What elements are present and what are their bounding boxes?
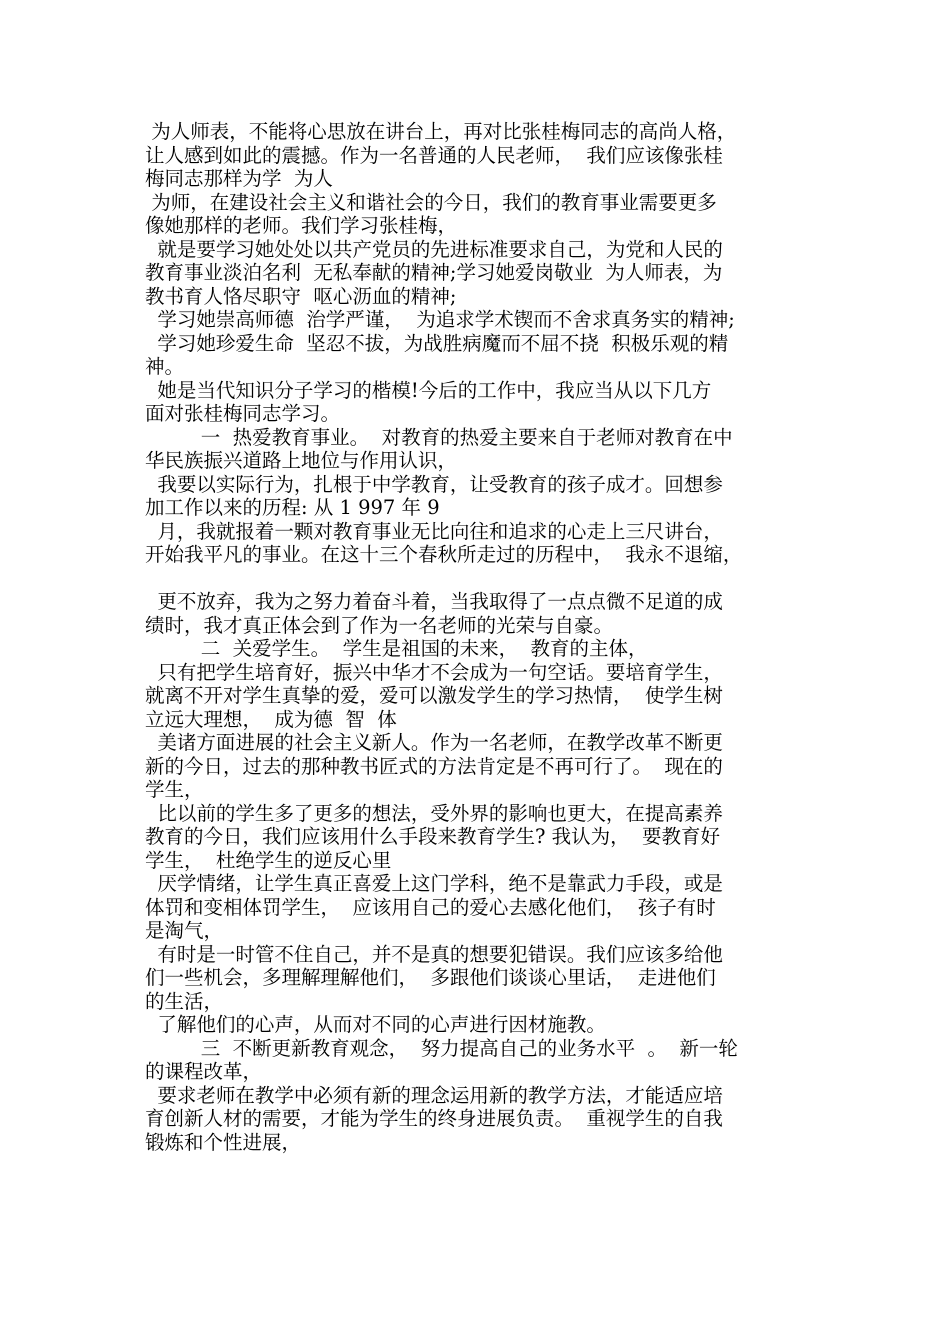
text-line: 教育事业淡泊名利 无私奉献的精神;学习她爱岗敬业 为人师表，为	[145, 261, 723, 284]
text-line: 让人感到如此的震撼。作为一名普通的人民老师， 我们应该像张桂	[145, 143, 723, 167]
text-line: 学习她珍爱生命 坚忍不拔，为战胜病魔而不屈不挠 积极乐观的精	[145, 331, 729, 355]
text-line: 新的今日，过去的那种教书匠式的方法肯定是不再可行了。 现在的	[145, 754, 723, 778]
text-line: 梅同志那样为学 为人	[145, 167, 333, 190]
text-line: 教育的今日，我们应该用什么手段来教育学生? 我认为， 要教育好	[145, 825, 721, 848]
text-line: 开始我平凡的事业。在这十三个春秋所走过的历程中， 我永不退缩，	[145, 543, 743, 566]
text-line: 锻炼和个性进展，	[145, 1130, 302, 1154]
text-line: 美诸方面进展的社会主义新人。作为一名老师，在教学改革不断更	[145, 731, 723, 754]
text-line: 加工作以来的历程: 从 1 997 年 9	[145, 496, 440, 519]
text-line: 我要以实际行为，扎根于中学教育，让受教育的孩子成才。回想参	[145, 472, 723, 496]
blank-line	[145, 567, 815, 591]
text-line: 三 不断更新教育观念， 努力提高自己的业务水平 。 新一轮	[145, 1036, 738, 1060]
text-line: 学生，	[145, 778, 204, 801]
text-line: 比以前的学生多了更多的想法，受外界的影响也更大，在提高素养	[145, 801, 723, 825]
text-line: 像她那样的老师。我们学习张桂梅，	[145, 214, 458, 237]
text-line: 学生， 杜绝学生的逆反心里	[145, 848, 392, 872]
text-line: 神。	[145, 355, 185, 378]
text-line: 育创新人材的需要，才能为学生的终身进展负责。 重视学生的自我	[145, 1107, 723, 1130]
text-line: 的生活，	[145, 989, 224, 1013]
text-line: 是淘气，	[145, 919, 224, 942]
text-line: 要求老师在教学中必须有新的理念运用新的教学方法，才能适应培	[145, 1083, 723, 1107]
text-line: 有时是一时管不住自己，并不是真的想要犯错误。我们应该多给他	[145, 942, 723, 966]
text-line: 们一些机会，多理解理解他们， 多跟他们谈谈心里话， 走进他们	[145, 966, 716, 989]
body-text	[145, 120, 815, 1154]
text-line: 绩时，我才真正体会到了作为一名老师的光荣与自豪。	[145, 613, 614, 637]
text-line: 她是当代知识分子学习的楷模!今后的工作中，我应当从以下几方	[145, 378, 712, 402]
text-line: 就是要学习她处处以共产党员的先进标准要求自己，为党和人民的	[145, 237, 723, 261]
text-line: 了解他们的心声，从而对不同的心声进行因材施教。	[145, 1013, 606, 1036]
text-line: 体罚和变相体罚学生， 应该用自己的爱心去感化他们， 孩子有时	[145, 895, 716, 919]
text-line: 教书育人恪尽职守 呕心沥血的精神;	[145, 284, 457, 308]
text-line: 的课程改革，	[145, 1060, 263, 1083]
text-line: 更不放弃，我为之努力着奋斗着，当我取得了一点点微不足道的成	[145, 590, 723, 613]
text-line: 为人师表，不能将心思放在讲台上，再对比张桂梅同志的高尚人格，	[145, 120, 737, 143]
text-line: 一 热爱教育事业。 对教育的热爱主要来自于老师对教育在中	[145, 425, 733, 449]
text-line: 为师，在建设社会主义和谐社会的今日，我们的教育事业需要更多	[145, 190, 717, 214]
text-line: 学习她崇高师德 治学严谨， 为追求学术锲而不舍求真务实的精神;	[145, 308, 735, 331]
text-line: 厌学情绪，让学生真正喜爱上这门学科，绝不是靠武力手段，或是	[145, 872, 723, 895]
text-line: 立远大理想， 成为德 智 体	[145, 707, 397, 731]
text-line: 二 关爱学生。 学生是祖国的未来， 教育的主体，	[145, 637, 648, 660]
text-line: 华民族振兴道路上地位与作用认识，	[145, 449, 458, 472]
text-line: 面对张桂梅同志学习。	[145, 402, 341, 425]
text-line: 就离不开对学生真挚的爱，爱可以激发学生的学习热情， 使学生树	[145, 684, 723, 707]
text-line: 只有把学生培育好，振兴中华才不会成为一句空话。要培育学生，	[145, 660, 723, 684]
text-line: 月，我就报着一颗对教育事业无比向往和追求的心走上三尺讲台，	[145, 519, 723, 543]
